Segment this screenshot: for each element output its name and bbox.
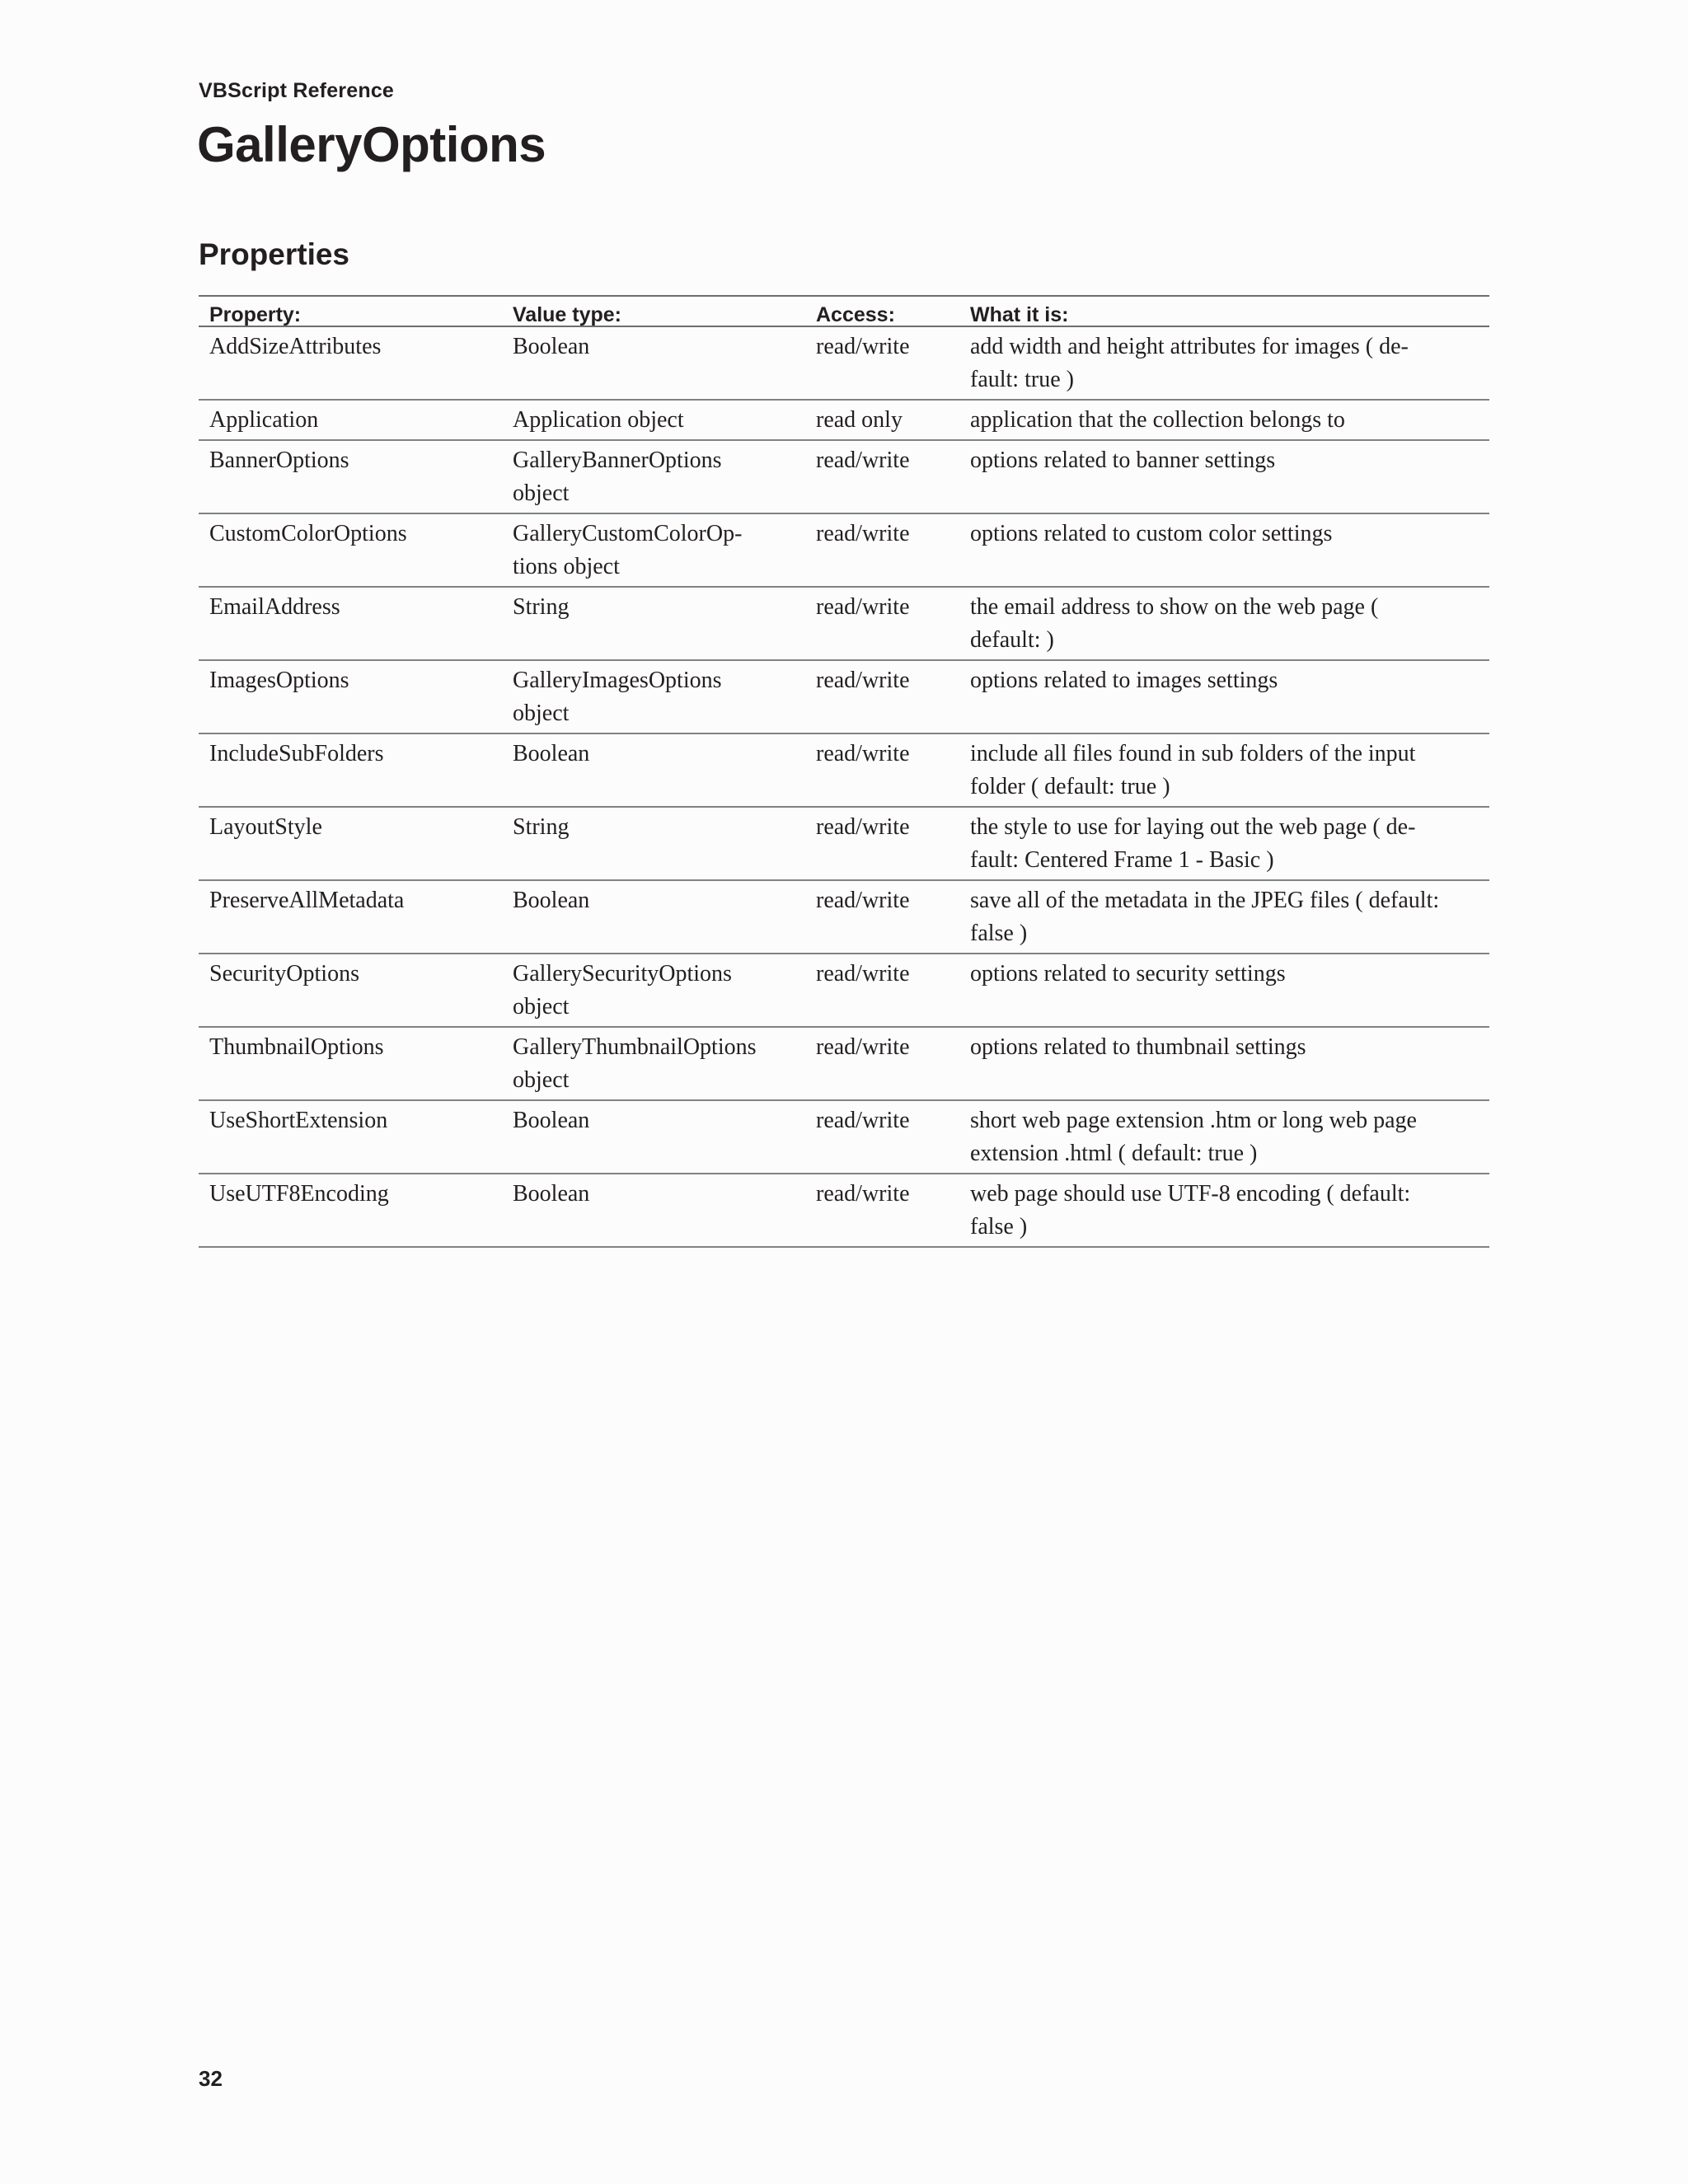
- property-name-cell: SecurityOptions: [199, 954, 502, 1027]
- description-cell: options related to thumbnail settings: [959, 1027, 1489, 1100]
- description-cell: the style to use for laying out the web page ( de- fault: Centered Frame 1 - Basic ): [959, 807, 1489, 880]
- description-cell: options related to images settings: [959, 660, 1489, 733]
- value-type-cell: GallerySecurityOptions object: [502, 954, 805, 1027]
- page-number: 32: [199, 2066, 223, 2091]
- description-cell: add width and height attributes for images ( de- fault: true ): [959, 326, 1489, 400]
- access-cell: read/write: [805, 587, 959, 660]
- value-type-cell: Boolean: [502, 880, 805, 954]
- property-name-cell: BannerOptions: [199, 440, 502, 513]
- table-body: [199, 326, 1489, 1247]
- property-name-cell: UseShortExtension: [199, 1100, 502, 1174]
- description-cell: options related to banner settings: [959, 440, 1489, 513]
- table-row: [199, 326, 1489, 400]
- value-type-cell: Boolean: [502, 326, 805, 400]
- table-row: [199, 1100, 1489, 1174]
- access-cell: read/write: [805, 733, 959, 807]
- table-row: [199, 587, 1489, 660]
- property-name-cell: UseUTF8Encoding: [199, 1174, 502, 1247]
- description-cell: include all files found in sub folders of the input folder ( default: true ): [959, 733, 1489, 807]
- value-type-cell: Boolean: [502, 1174, 805, 1247]
- access-cell: read/write: [805, 954, 959, 1027]
- column-header-property: Property:: [199, 296, 502, 326]
- access-cell: read/write: [805, 440, 959, 513]
- property-name-cell: IncludeSubFolders: [199, 733, 502, 807]
- property-name-cell: PreserveAllMetadata: [199, 880, 502, 954]
- value-type-cell: GalleryCustomColorOp- tions object: [502, 513, 805, 587]
- column-header-value-type: Value type:: [502, 296, 805, 326]
- column-header-description: What it is:: [959, 296, 1489, 326]
- property-name-cell: EmailAddress: [199, 587, 502, 660]
- section-heading: Properties: [199, 237, 350, 271]
- value-type-cell: String: [502, 807, 805, 880]
- value-type-cell: GalleryBannerOptions object: [502, 440, 805, 513]
- property-name-cell: ThumbnailOptions: [199, 1027, 502, 1100]
- access-cell: read/write: [805, 1027, 959, 1100]
- table-row: [199, 1027, 1489, 1100]
- access-cell: read/write: [805, 660, 959, 733]
- column-header-access: Access:: [805, 296, 959, 326]
- description-cell: application that the collection belongs to: [959, 400, 1489, 440]
- access-cell: read/write: [805, 807, 959, 880]
- table-row: [199, 660, 1489, 733]
- table-row: [199, 513, 1489, 587]
- table-row: [199, 400, 1489, 440]
- value-type-cell: Boolean: [502, 1100, 805, 1174]
- table-row: [199, 880, 1489, 954]
- description-cell: options related to security settings: [959, 954, 1489, 1027]
- access-cell: read only: [805, 400, 959, 440]
- table-header-row: [199, 296, 1489, 326]
- value-type-cell: GalleryImagesOptions object: [502, 660, 805, 733]
- table-row: [199, 440, 1489, 513]
- description-cell: short web page extension .htm or long web page extension .html ( default: true ): [959, 1100, 1489, 1174]
- property-name-cell: AddSizeAttributes: [199, 326, 502, 400]
- description-cell: the email address to show on the web page ( default: ): [959, 587, 1489, 660]
- table-row: [199, 807, 1489, 880]
- access-cell: read/write: [805, 1174, 959, 1247]
- description-cell: options related to custom color settings: [959, 513, 1489, 587]
- value-type-cell: String: [502, 587, 805, 660]
- property-name-cell: Application: [199, 400, 502, 440]
- running-header: VBScript Reference: [199, 79, 395, 102]
- table-row: [199, 1174, 1489, 1247]
- table-row: [199, 954, 1489, 1027]
- value-type-cell: Application object: [502, 400, 805, 440]
- value-type-cell: Boolean: [502, 733, 805, 807]
- property-name-cell: LayoutStyle: [199, 807, 502, 880]
- property-name-cell: CustomColorOptions: [199, 513, 502, 587]
- access-cell: read/write: [805, 326, 959, 400]
- access-cell: read/write: [805, 1100, 959, 1174]
- description-cell: save all of the metadata in the JPEG files ( default: false ): [959, 880, 1489, 954]
- table-row: [199, 733, 1489, 807]
- properties-table: [199, 295, 1489, 1248]
- page-title: GalleryOptions: [197, 117, 546, 172]
- description-cell: web page should use UTF-8 encoding ( default: false ): [959, 1174, 1489, 1247]
- value-type-cell: GalleryThumbnailOptions object: [502, 1027, 805, 1100]
- access-cell: read/write: [805, 880, 959, 954]
- access-cell: read/write: [805, 513, 959, 587]
- property-name-cell: ImagesOptions: [199, 660, 502, 733]
